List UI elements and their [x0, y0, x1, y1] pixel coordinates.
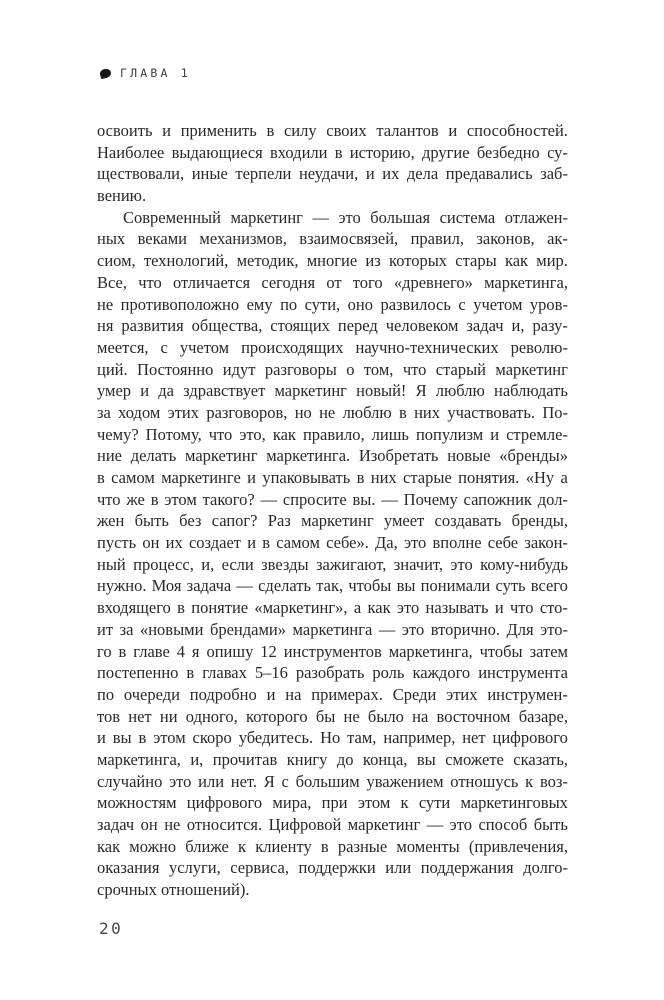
text-line: нужно. Моя задача — сделать так, чтобы вы понимали суть всего — [97, 576, 568, 596]
text-line: ществовали, иные терпели неудачи, и их дела предавались заб- — [97, 164, 568, 184]
text-line: ит за «новыми брендами» маркетинга — это вторично. Для это- — [97, 619, 568, 639]
text-line: что же в этом такого? — спросите вы. — Почему сапожник дол- — [97, 489, 568, 509]
text-line: за ходом этих разговоров, но не люблю в них участвовать. По- — [97, 402, 568, 422]
text-line: не противоположно ему по сути, оно развилось с учетом уров- — [97, 294, 568, 314]
text-line: ных веками механизмов, взаимосвязей, правил, законов, ак- — [97, 229, 568, 249]
text-line: по очереди подробно и на примерах. Среди этих инструмен- — [97, 684, 568, 704]
chapter-header — [100, 66, 191, 80]
text-line: случайно это или нет. Я с большим уважением отношусь к воз- — [97, 771, 568, 791]
text-line: ние делать маркетинг маркетинга. Изобретать новые «бренды» — [97, 446, 568, 466]
text-line: задач он не относится. Цифровой маркетинг — это способ быть — [97, 815, 568, 834]
leaf-icon — [99, 67, 112, 78]
text-line: умер и да здравствует маркетинг новый! Я люблю наблюдать — [97, 381, 568, 401]
text-line: чему? Потому, что это, как правило, лишь популизм и стремле- — [97, 424, 568, 444]
text-line: ций. Постоянно идут разговоры о том, что старый маркетинг — [97, 359, 568, 379]
text-line: Все, что отличается сегодня от того «древнего» маркетинга, — [97, 272, 568, 292]
text-line: ня развития общества, стоящих перед человеком задач и, разу- — [97, 316, 568, 336]
text-line: сиом, технологий, методик, многие из которых стары как мир. — [97, 251, 568, 271]
page-number: 20 — [99, 919, 124, 938]
text-line: пусть он их создает и в самом себе». Да, это вполне себе закон- — [97, 533, 568, 553]
body-text — [97, 120, 568, 901]
text-line: постепенно в главах 5–16 разобрать роль каждого инструмента — [97, 663, 568, 683]
text-line: входящего в понятие «маркетинг», а как это называть и что сто- — [97, 598, 568, 618]
text-line: освоить и применить в силу своих талантов и способностей. — [97, 121, 568, 140]
text-line: срочных отношений). — [97, 880, 250, 900]
text-line: жен быть без сапог? Раз маркетинг умеет создавать бренды, — [97, 511, 568, 531]
text-line: маркетинга, и, прочитав книгу до конца, вы сможете сказать, — [97, 749, 568, 769]
text-line: вению. — [97, 186, 147, 206]
text-line: оказания услуги, сервиса, поддержки или поддержания долго- — [97, 858, 568, 878]
text-line: как можно ближе к клиенту в разные моменты (привлечения, — [97, 836, 568, 856]
text-line: можностям цифрового мира, при этом к сути маркетинговых — [97, 793, 568, 813]
text-line: Современный маркетинг — это большая система отлажен- — [123, 207, 568, 227]
text-line: тов нет ни одного, которого бы не было на восточном базаре, — [97, 706, 568, 726]
text-line: и вы в этом скоро убедитесь. Но там, например, нет цифрового — [97, 728, 568, 748]
text-line: ный процесс, и, если звезды зажигают, значит, это кому-нибудь — [97, 554, 568, 574]
text-line: меется, с учетом происходящих научно-технических револю- — [97, 337, 568, 357]
chapter-label: ГЛАВА 1 — [120, 66, 191, 80]
text-line: в самом маркетинге и упаковывать в них старые понятия. «Ну а — [97, 468, 568, 487]
text-line: го в главе 4 я опишу 12 инструментов маркетинга, чтобы затем — [97, 641, 568, 661]
text-line: Наиболее выдающиеся входили в историю, другие безбедно су- — [97, 142, 568, 162]
